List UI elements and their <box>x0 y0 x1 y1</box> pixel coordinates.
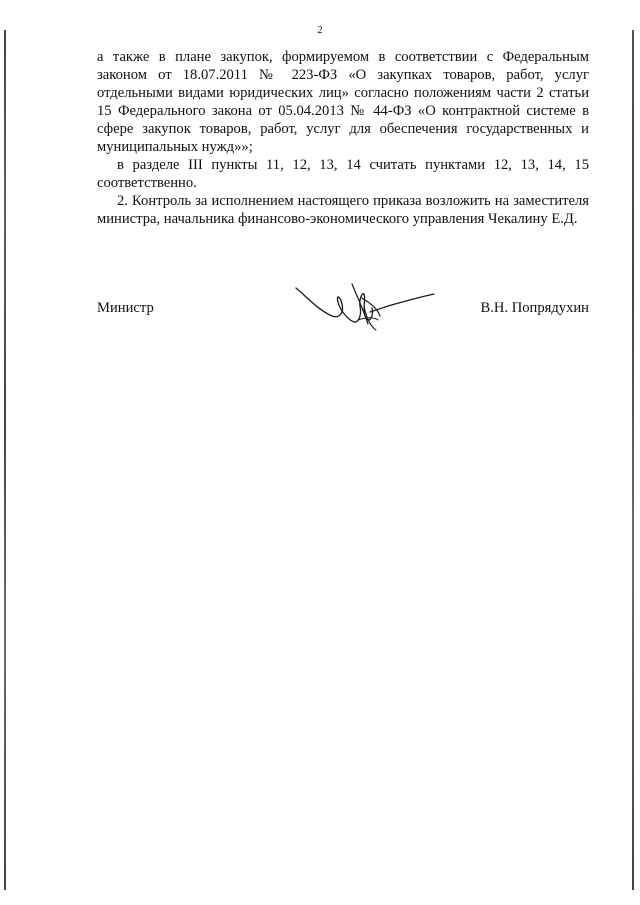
signatory-title: Министр <box>97 300 154 316</box>
scan-edge-right <box>632 30 634 890</box>
paragraph-section-iii: в разделе III пункты 11, 12, 13, 14 считать пунктами 12, 13, 14, 15 соответственно. <box>97 157 589 191</box>
paragraph-control: 2. Контроль за исполнением настоящего приказа возложить на заместителя министра, начальника финансово-экономического управления Чекалину Е.Д. <box>97 193 589 227</box>
signatory-name: В.Н. Попрядухин <box>480 300 589 316</box>
scan-edge-left <box>4 30 6 890</box>
page-number: 2 <box>317 24 323 36</box>
handwritten-signature <box>292 276 442 336</box>
paragraph-continuation: а также в плане закупок, формируемом в соответствии с Федеральным законом от 18.07.2011 № 223-ФЗ «О закупках товаров, работ, услуг отдельными видами юридических лиц» согласно положениям части 2 статьи 15 Федерального закона от 05.04.2013 № 44-ФЗ «О контрактной системе в сфере закупок товаров, работ, услуг для обеспечения государственных и муниципальных нужд»»; <box>97 49 589 155</box>
body-text <box>97 48 589 228</box>
